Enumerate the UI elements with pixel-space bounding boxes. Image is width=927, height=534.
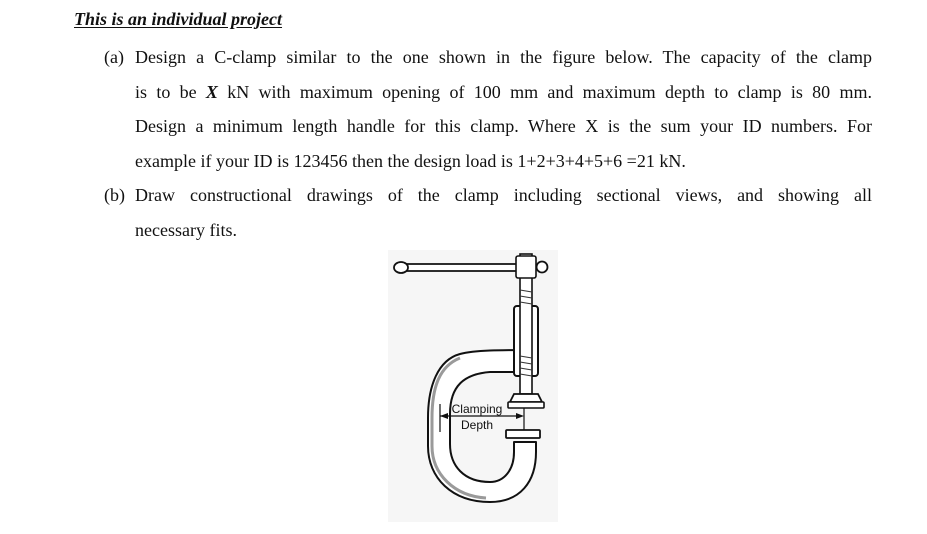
part-a-paragraph [104, 40, 872, 178]
part-b-line-1: Draw constructional drawings of the clamp including sectional views, and showing all [135, 185, 872, 205]
handle-end-right [537, 262, 548, 273]
part-a-line-2 [135, 75, 872, 110]
t-handle-bar [402, 264, 520, 271]
part-a-line-2-pre: is to be [135, 81, 206, 102]
anvil-top [506, 430, 540, 438]
pad-base [508, 402, 544, 408]
part-b-label: (b) [104, 185, 125, 205]
part-b-line-2: necessary fits. [135, 219, 237, 240]
clamping-label: Clamping [451, 402, 503, 416]
part-a-line-1: Design a C-clamp similar to the one shown in the figure below. The capacity of the clamp [135, 47, 872, 67]
part-a-line-2-post: kN with maximum opening of 100 mm and maximum depth to clamp is 80 mm. [217, 81, 872, 102]
part-a-line-3: Design a minimum length handle for this clamp. Where X is the sum your ID numbers. For [135, 116, 872, 136]
depth-label: Depth [460, 418, 494, 432]
handle-end-left [394, 262, 408, 273]
part-b-paragraph [104, 178, 872, 247]
handle-hub [516, 256, 536, 278]
swivel-pad [510, 394, 542, 402]
assignment-heading: This is an individual project [74, 9, 283, 29]
capacity-variable: X [205, 81, 218, 102]
c-clamp-figure [380, 246, 565, 526]
part-a-line-4: example if your ID is 123456 then the design load is 1+2+3+4+5+6 =21 kN. [135, 150, 686, 171]
part-a-label: (a) [104, 47, 124, 67]
